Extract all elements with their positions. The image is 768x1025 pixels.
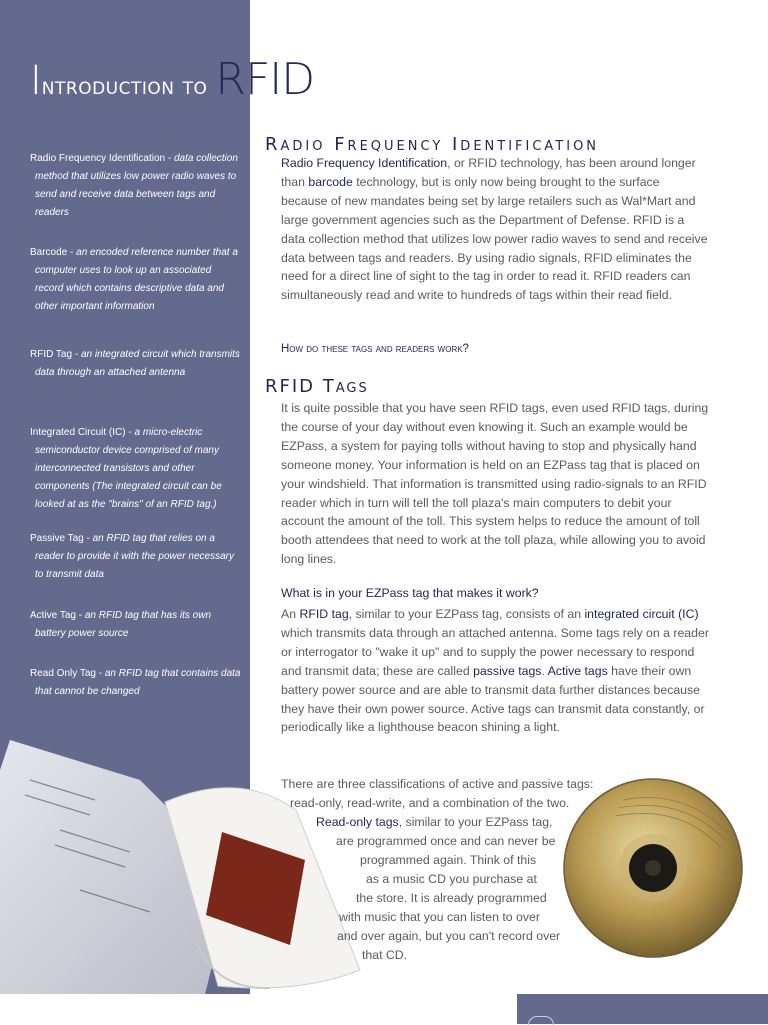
classification-line: and over again, but you can't record over bbox=[337, 929, 561, 943]
page-title bbox=[30, 54, 315, 105]
title-rfid: RFID bbox=[215, 54, 315, 105]
classification-line: that CD. bbox=[362, 948, 408, 962]
classification-line: the store. It is already programmed bbox=[356, 891, 547, 905]
section-heading-rfid-tags: RFID Tags bbox=[265, 376, 369, 397]
glossary-active-tag: Active Tag - an RFID tag that has its own battery power source bbox=[30, 610, 212, 639]
glossary-ic: Integrated Circuit (IC) - a micro-electric semiconductor device comprised of many interconnected transistors and other components (The integrated circuit can be looked at as the "brains" of an RFID tag.) bbox=[30, 427, 222, 510]
classification-line: Read-only tags, similar to your EZPass tag, bbox=[316, 815, 553, 829]
title-intro: ntroduction to bbox=[41, 72, 208, 100]
classification-line: read-only, read-write, and a combination of the two. bbox=[290, 796, 570, 810]
classification-line: are programmed once and can never be bbox=[336, 834, 556, 848]
glossary-passive-tag: Passive Tag - an RFID tag that relies on a reader to provide it with the power necessary to transmit data bbox=[30, 533, 234, 580]
glossary-barcode: Barcode - an encoded reference number that a computer uses to look up an associated record which contains descriptive data and other important information bbox=[30, 247, 238, 312]
intro-paragraph: Radio Frequency Identification, or RFID technology, has been around longer than barcode technology, but is only now being brought to the surface because of new mandates being set by large retailers such as Wal*Mart and large government agencies such as the Department of Defense. RFID is a data collection method that utilizes low power radio waves to send and receive data between tags and readers. By using radio signals, RFID eliminates the need for a direct line of sight to the tag in order to read it. RFID readers can simultaneously read and write to hundreds of tags within their read field. bbox=[281, 156, 708, 303]
glossary-rfi: Radio Frequency Identification - data collection method that utilizes low power radio waves to send and receive data between tags and readers bbox=[30, 153, 238, 218]
music-cd-image bbox=[563, 778, 743, 958]
rfid-tag-paragraph: An RFID tag, similar to your EZPass tag, consists of an integrated circuit (IC) which transmits data through an attached antenna. Some tags rely on a reader or interrogator to "wake it up" and to supply the power necessary to respond and transmit data; these are called passive tags. Active tags have their own battery power source and are able to transmit data further distances because they have their own power source. Active tags can transmit data constantly, or periodically like a lighthouse beacon shining a light. bbox=[281, 607, 709, 735]
glossary-read-only-tag: Read Only Tag - an RFID tag that contains data that cannot be changed bbox=[30, 668, 241, 697]
classification-line: programmed again. Think of this bbox=[360, 853, 537, 867]
classification-line: with music that you can listen to over bbox=[339, 910, 540, 924]
title-initial: I bbox=[30, 58, 42, 104]
question-ezpass: What is in your EZPass tag that makes it work? bbox=[281, 586, 539, 600]
classification-line: as a music CD you purchase at bbox=[366, 872, 537, 886]
section-heading-rfi: Radio Frequency Identification bbox=[265, 134, 600, 155]
footer-band bbox=[517, 994, 768, 1024]
question-how-tags-work: How do these tags and readers work? bbox=[281, 343, 469, 355]
classification-line: There are three classifications of active and passive tags: bbox=[281, 777, 594, 791]
glossary-rfid-tag: RFID Tag - an integrated circuit which transmits data through an attached antenna bbox=[30, 349, 240, 378]
ezpass-paragraph: It is quite possible that you have seen RFID tags, even used RFID tags, during the course of your day without even knowing it. Such an example would be EZPass, a system for paying tolls without having to stop and physically hand someone money. Your information is held on an EZPass tag that is placed on your windshield. That information is transmitted using radio-signals to an RFID reader which in turn will tell the toll plaza's main computers to debit your account the amount of the toll. This system helps to reduce the amount of toll booth attendees that need to work at the toll plaza, while allowing you to avoid long lines. bbox=[281, 401, 709, 567]
